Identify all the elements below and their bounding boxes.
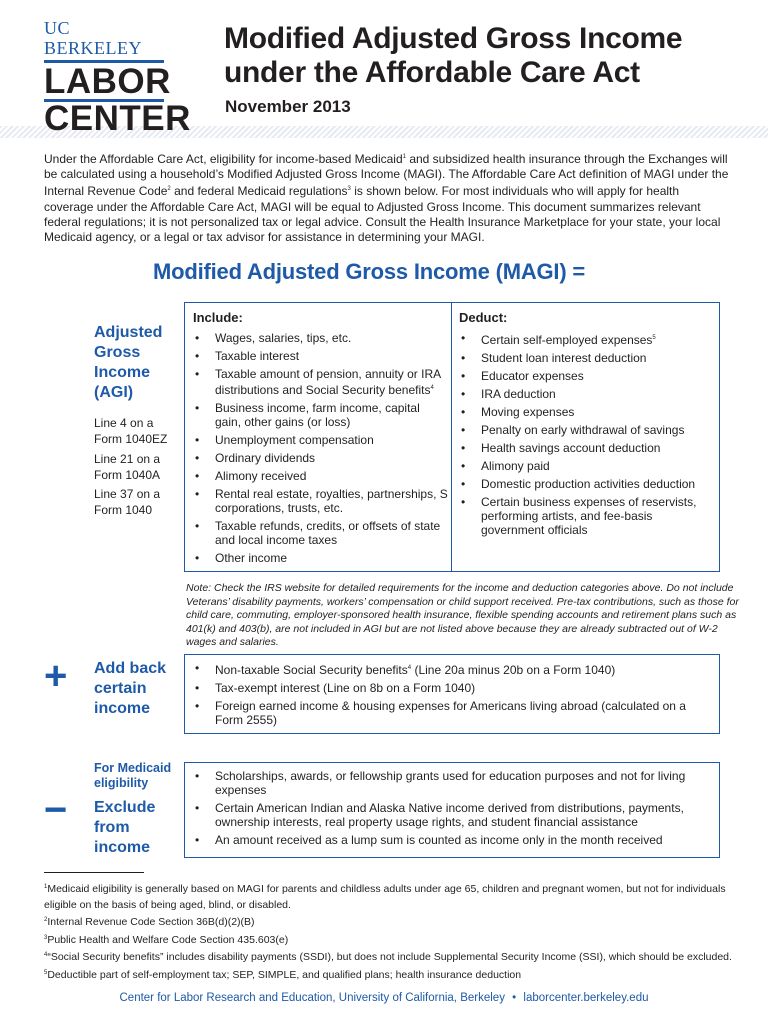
exclude-label-line: income — [94, 839, 151, 856]
list-item: • Taxable refunds, credits, or offsets of state and local income taxes — [193, 519, 449, 547]
list-item: • Certain American Indian and Alaska Native income derived from distributions, payments, ownership interests, real property usage rights, and student financial assistance — [193, 801, 709, 829]
intro-text-2: and subsidized health insurance through the Exchanges will be calculated using a household’s Modified Adjusted Gross Income (MAGI). The Affordable Care Act definition of MAGI under the Internal Revenue Code — [44, 152, 729, 199]
list-item: • Alimony paid — [459, 459, 709, 473]
page-footer — [0, 992, 768, 1004]
exclude-label-line: from — [94, 819, 130, 836]
include-column — [193, 303, 449, 571]
column-divider — [451, 303, 452, 571]
list-item: • Alimony received — [193, 469, 449, 483]
intro-text-1: Under the Affordable Care Act, eligibility for income-based Medicaid — [44, 152, 403, 166]
include-heading: Include: — [193, 310, 243, 325]
form-line: Form 1040 — [94, 502, 153, 517]
list-item: • Domestic production activities deduction — [459, 477, 709, 491]
medicaid-eligibility-label — [94, 761, 171, 791]
medicaid-label-line: For Medicaid — [94, 761, 172, 775]
deduct-column — [459, 303, 709, 571]
logo-line-center: CENTER — [44, 99, 191, 138]
exclude-label-line: Exclude — [94, 799, 156, 816]
intro-text-4: is shown below. For most individuals who will apply for health coverage under the Affordable Care Act, MAGI will be equal to Adjusted Gross Income. This document summarizes relevant federal regulations; it is not personalized tax or legal advice. Consult the Health Insurance Marketplace for your state, your local Medicaid agency, or a legal or tax advisor for assistance in determining your MAGI. — [44, 184, 721, 245]
list-item: • IRA deduction — [459, 387, 709, 401]
irs-note: Note: Check the IRS website for detailed requirements for the income and deduction categories above. Do not include Veterans’ disability payments, workers’ compensation or child support received. Pre-tax contributions, such as those for child care, commuting, employer-sponsored health insurance, flexible spending accounts and retirement plans such as 401(k) and 403(b), are not included in AGI but are not listed above because they are already subtracted out of W-2 wages and salaries. — [186, 582, 739, 648]
intro-footnote-ref-3: 3 — [347, 186, 351, 193]
medicaid-label-line: eligibility — [94, 776, 149, 790]
footnote: $^2$Internal Revenue Code Section 36B(d)(2)(B) — [44, 916, 255, 928]
labor-center-logo — [44, 18, 191, 138]
list-item: • Taxable amount of pension, annuity or IRA distributions and Social Security benefits$^4$ — [193, 367, 449, 397]
title-line-2: under the Affordable Care Act — [224, 56, 640, 89]
add-back-label-line: certain — [94, 680, 147, 697]
exclude-box — [184, 762, 720, 858]
intro-paragraph — [44, 150, 730, 245]
list-item: • Moving expenses — [459, 405, 709, 419]
exclude-label — [94, 798, 155, 858]
footnote: $^3$Public Health and Welfare Code Section 435.603(e) — [44, 933, 289, 946]
footnotes — [44, 880, 744, 983]
list-item: • Penalty on early withdrawal of savings — [459, 423, 709, 437]
magi-heading: Modified Adjusted Gross Income (MAGI) = — [153, 259, 586, 284]
plus-icon: + — [44, 654, 68, 698]
form-line: Form 1040A — [94, 467, 161, 482]
logo-university: UC BERKELEY — [44, 18, 142, 58]
minus-icon: − — [44, 788, 68, 832]
list-item: • Other income — [193, 551, 449, 565]
footnote: $^1$Medicaid eligibility is generally based on MAGI for parents and childless adults under age 65, children and pregnant women, but not for individuals eligible on the basis of being aged, blind, or disabled. — [44, 883, 726, 911]
list-item: • Taxable interest — [193, 349, 449, 363]
form-line: Line 4 on a — [94, 416, 154, 430]
exclude-list — [193, 769, 709, 851]
footer-org: Center for Labor Research and Education, University of California, Berkeley — [119, 992, 505, 1004]
footer-separator: • — [512, 992, 517, 1004]
publication-date: November 2013 — [225, 97, 351, 116]
agi-form-1040a — [94, 452, 160, 483]
intro-footnote-ref-1: 1 — [402, 154, 406, 160]
list-item: • Certain business expenses of reservists, performing artists, and fee-basis government officials — [459, 495, 709, 537]
footnote-ref: 4 — [430, 385, 434, 391]
page-title — [224, 22, 682, 90]
footnote: $^4$“Social Security benefits” includes disability payments (SSDI), but does not include Supplemental Security Income (SSI), which should be excluded. — [44, 951, 732, 963]
list-item: • Scholarships, awards, or fellowship grants used for education purposes and not for living expenses — [193, 769, 709, 797]
add-back-label — [94, 659, 166, 719]
add-back-label-line: income — [94, 700, 151, 717]
list-item: • Ordinary dividends — [193, 451, 449, 465]
list-item: • An amount received as a lump sum is counted as income only in the month received — [193, 833, 709, 847]
list-item: • Certain self-employed expenses$^5$ — [459, 331, 709, 347]
agi-box — [184, 302, 720, 572]
add-back-label-line: Add back — [94, 660, 167, 677]
agi-label-line: Adjusted — [94, 324, 163, 341]
list-item: • Non-taxable Social Security benefits$^4$ (Line 20a minus 20b on a Form 1040) — [193, 661, 709, 677]
list-item: • Unemployment compensation — [193, 433, 449, 447]
intro-text-3: and federal Medicaid regulations — [170, 184, 348, 199]
agi-form-1040 — [94, 487, 160, 518]
deduct-list — [459, 331, 709, 537]
list-item: • Educator expenses — [459, 369, 709, 383]
list-item: • Business income, farm income, capital gain, other gains (or loss) — [193, 401, 449, 429]
logo-line-labor: LABOR — [44, 62, 171, 101]
agi-label-line: Gross — [94, 344, 141, 361]
deduct-heading: Deduct: — [459, 310, 508, 325]
list-item: • Health savings account deduction — [459, 441, 709, 455]
list-item: • Wages, salaries, tips, etc. — [193, 331, 449, 345]
form-line: Form 1040EZ — [94, 431, 168, 446]
agi-label — [94, 323, 162, 403]
form-line: Line 37 on a — [94, 487, 161, 501]
list-item: • Tax-exempt interest (Line on 8b on a Form 1040) — [193, 681, 709, 695]
add-back-list — [193, 661, 709, 731]
list-item: • Student loan interest deduction — [459, 351, 709, 365]
agi-form-1040ez — [94, 416, 167, 447]
intro-footnote-ref-2: 2 — [167, 186, 171, 193]
footnote: $^5$Deductible part of self-employment tax; SEP, SIMPLE, and qualified plans; health insurance deduction — [44, 968, 522, 981]
title-line-1: Modified Adjusted Gross Income — [224, 22, 683, 55]
list-item: • Rental real estate, royalties, partnerships, S corporations, trusts, etc. — [193, 487, 449, 515]
footnote-ref: 5 — [652, 335, 656, 341]
include-list — [193, 331, 449, 565]
add-back-box — [184, 654, 720, 734]
agi-label-line: (AGI) — [94, 384, 134, 401]
list-item: • Foreign earned income & housing expenses for Americans living abroad (calculated on a Form 2555) — [193, 699, 709, 727]
agi-label-line: Income — [94, 364, 151, 381]
footnote-ref: 4 — [407, 665, 412, 671]
footnote-divider — [44, 872, 144, 873]
footer-url-link[interactable]: laborcenter.berkeley.edu — [523, 992, 649, 1004]
form-line: Line 21 on a — [94, 452, 161, 466]
